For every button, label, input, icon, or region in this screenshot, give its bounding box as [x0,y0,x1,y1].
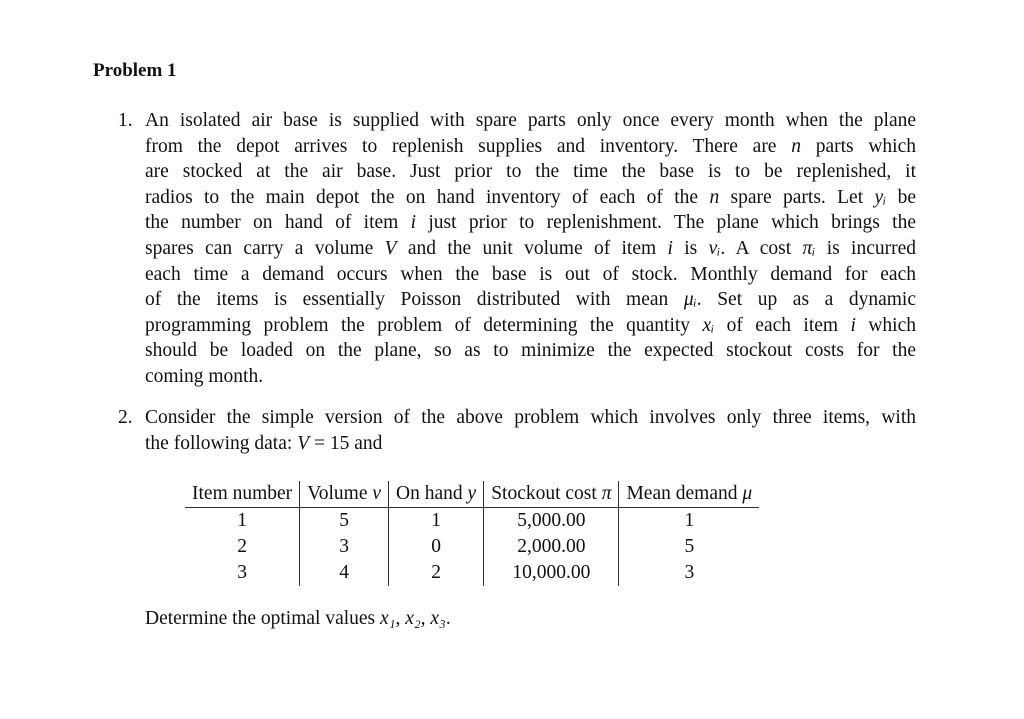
math-symbol: yᵢ [874,186,887,208]
table-header-row [185,481,759,508]
data-table [185,481,759,586]
text-run: radios to the main depot the on hand inventory of each of the [145,186,710,208]
text-run: each time a demand occurs when the base is out of stock. Monthly demand for each [145,263,916,285]
math-symbol: i [850,314,856,336]
table-row [185,534,759,560]
table-body [185,508,759,587]
math-symbol: vᵢ [708,237,721,259]
text-line [145,185,916,211]
table-cell: 2 [237,536,247,557]
table-cell: 2,000.00 [484,534,619,560]
text-run: Mean demand [626,483,743,504]
math-symbol: xᵢ [702,314,715,336]
text-run: = 15 and [309,432,383,454]
column-header [389,481,484,508]
text-line [145,262,916,288]
math-symbol: n [709,186,720,208]
text-line [145,210,916,236]
text-run: . A cost [720,237,803,259]
text-run: Volume [307,483,373,504]
text-line [145,236,916,262]
table-cell: 5 [619,534,759,560]
text-run: coming month. [145,365,264,387]
text-run: be [886,186,916,208]
table-cell: 1 [389,508,484,535]
math-symbol: x₃ [430,608,446,629]
table-cell: 3 [237,562,247,583]
text-run: which [855,314,916,336]
text-run: Determine the optimal values [145,608,381,629]
text-run: of each item [714,314,851,336]
text-line [145,108,916,134]
table-cell: 3 [300,534,389,560]
text-line [145,134,916,160]
table-cell: 3 [619,560,759,586]
text-run: parts which [800,135,916,157]
text-line [145,364,916,390]
text-run: Item number [192,483,293,504]
text-line [145,313,916,339]
table-cell: 2 [389,560,484,586]
table-cell: 5 [300,508,389,535]
math-symbol: x₁ [380,608,396,629]
text-run: is [672,237,709,259]
text-run: spare parts. Let [719,186,875,208]
item-number: 1. [118,110,133,131]
text-run: and the unit volume of item [396,237,668,259]
column-header [619,481,759,508]
table-cell: 4 [300,560,389,586]
text-line [145,159,916,185]
text-run: is incurred [815,237,916,259]
text-run: Consider the simple version of the above problem which involves only three items, with [145,407,916,428]
text-run: programming problem the problem of determining the quantity [145,314,703,336]
item-number: 2. [118,407,133,428]
text-run: from the depot arrives to replenish supplies and inventory. There are [145,135,792,157]
text-run: just prior to replenishment. The plane which brings the [416,212,916,234]
text-line [145,431,916,457]
item-text [145,405,916,456]
table-row [185,560,759,586]
math-symbol: μ [742,483,753,504]
table-row [185,508,759,535]
text-run: Stockout cost [491,483,602,504]
text-line [145,287,916,313]
column-header [185,481,300,508]
table-cell: 1 [237,510,247,531]
math-symbol: v [372,483,382,504]
table-cell: 5,000.00 [484,508,619,535]
text-run: the number on hand of item [145,212,411,234]
math-symbol: y [467,483,477,504]
table-cell: 10,000.00 [484,560,619,586]
math-symbol: V [384,237,397,259]
item-text [145,108,916,390]
text-run: spares can carry a volume [145,237,385,259]
text-run: of the items is essentially Poisson distributed with mean [145,289,684,311]
text-run: the following data: [145,432,298,454]
text-line [145,338,916,364]
table-cell: 0 [389,534,484,560]
text-run: should be loaded on the plane, so as to minimize the expected stockout costs for the [145,340,916,362]
math-symbol: πᵢ [802,237,816,259]
text-run: . Set up as a dynamic [696,289,916,311]
table-cell: 1 [619,508,759,535]
math-symbol: x₂ [405,608,421,629]
math-symbol: V [297,432,310,454]
math-symbol: i [410,212,417,234]
math-symbol: n [791,135,801,157]
math-symbol: i [667,237,673,259]
text-run: On hand [396,483,468,504]
text-run: An isolated air base is supplied with spare parts only once every month when the plane [145,110,916,131]
text-run: . [445,608,451,629]
text-run: , [395,608,406,629]
text-line [145,405,916,431]
problem-title: Problem 1 [93,60,177,81]
math-symbol: μᵢ [683,289,697,311]
column-header [300,481,389,508]
column-header [484,481,619,508]
math-symbol: π [601,483,612,504]
text-run: , [420,608,431,629]
text-run: are stocked at the air base. Just prior to the time the base is to be replenished, it [145,161,916,183]
determine-text [145,608,451,630]
